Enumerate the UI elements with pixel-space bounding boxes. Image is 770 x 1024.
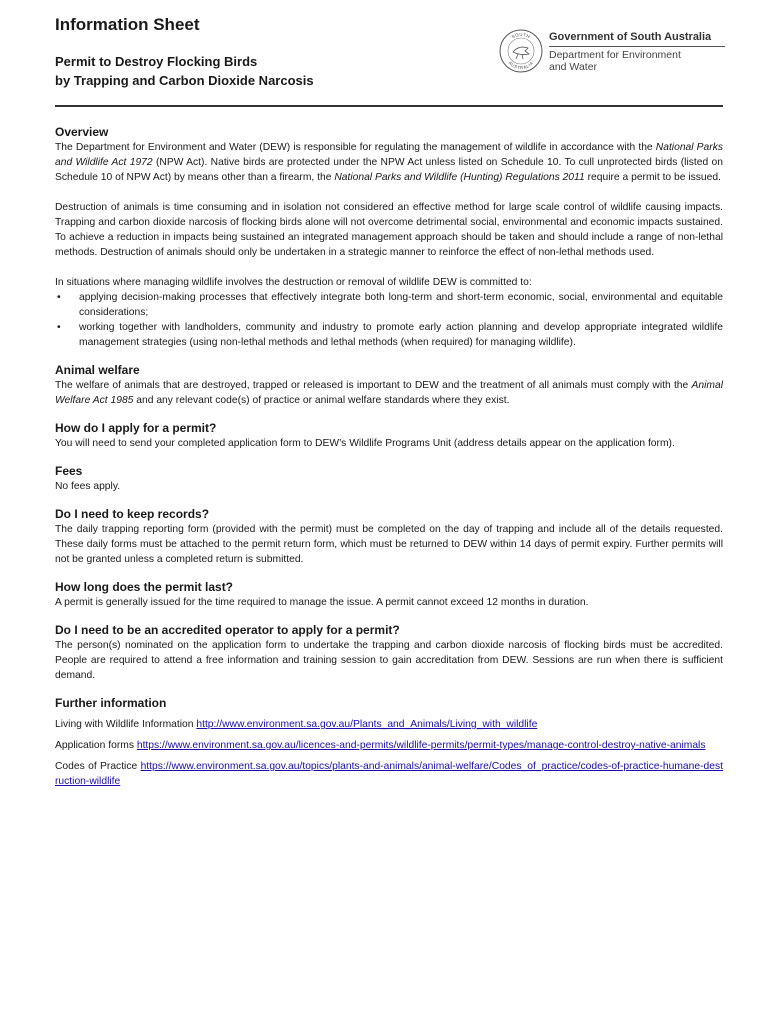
government-name: Government of South Australia xyxy=(549,31,712,43)
logo-divider xyxy=(549,46,725,47)
subtitle-line-2: by Trapping and Carbon Dioxide Narcosis xyxy=(55,73,314,88)
records-paragraph: The daily trapping reporting form (provided with the permit) must be completed on the day of trapping and include all of the details requested. These daily forms must be attached to the permit return form, which must be returned to DEW within 14 days of permit expiry. Further permits will not be granted unless a completed return is submitted. xyxy=(55,524,723,565)
codes-of-practice-link[interactable]: https://www.environment.sa.gov.au/topics/plants-and-animals/animal-welfare/Codes_of_practice/codes-of-practice-humane-destruction-wildlife xyxy=(55,761,723,787)
living-with-wildlife-link[interactable]: http://www.environment.sa.gov.au/Plants_and_Animals/Living_with_wildlife xyxy=(196,719,538,730)
list-item: • working together with landholders, community and industry to promote early action planning and develop appropriate integrated wildlife management strategies (using non-lethal methods and lethal methods (when required) for managing wildlife). xyxy=(55,320,723,350)
commitment-list xyxy=(55,290,723,350)
apply-section xyxy=(55,420,723,451)
link-label: Codes of Practice xyxy=(55,761,141,772)
apply-heading: How do I apply for a permit? xyxy=(55,421,217,435)
apply-paragraph: You will need to send your completed application form to DEW’s Wildlife Programs Unit (address details appear on the application form). xyxy=(55,438,675,449)
animal-welfare-text-b: and any relevant code(s) of practice or animal welfare standards where they exist. xyxy=(133,395,510,406)
document-body xyxy=(55,124,723,789)
subtitle-line-1: Permit to Destroy Flocking Birds xyxy=(55,54,258,69)
overview-section xyxy=(55,124,723,350)
records-section xyxy=(55,506,723,567)
overview-text-c: require a permit to be issued. xyxy=(584,172,721,183)
living-with-wildlife-line xyxy=(55,717,723,732)
animal-welfare-paragraph xyxy=(55,378,723,408)
link-label: Application forms xyxy=(55,740,137,751)
overview-paragraph-2: Destruction of animals is time consuming and in isolation not considered an effective method for large scale control of wildlife causing impacts. Trapping and carbon dioxide narcosis of flocking birds alone will not overcome detrimental social, environmental and economic impacts sustained. To achieve a reduction in impacts being sustained an integrated management approach should be taken and should include a range of non-lethal methods. Destruction of animals should only be undertaken in a strategic manner to reinforce the effect of non-lethal methods used. xyxy=(55,202,723,258)
piping-shrike-crest-icon xyxy=(498,28,544,74)
overview-text-b: (NPW Act). Native birds are protected under the NPW Act unless listed on Schedule 10. To cull unprotected birds (listed on Schedule 10 of NPW Act) by means other than a firearm, the xyxy=(55,157,723,183)
codes-of-practice-line xyxy=(55,759,723,789)
document-title: Information Sheet xyxy=(55,15,200,34)
animal-welfare-act-title: Animal Welfare Act 1985 xyxy=(55,380,723,406)
animal-welfare-section xyxy=(55,362,723,408)
animal-welfare-text-a: The welfare of animals that are destroyed, trapped or released is important to DEW and the treatment of all animals must comply with the xyxy=(55,380,692,391)
government-logo xyxy=(498,28,728,76)
hunting-regulations-title: National Parks and Wildlife (Hunting) Regulations 2011 xyxy=(334,172,585,183)
further-information-section xyxy=(55,695,723,789)
svg-text:AUSTRALIA: AUSTRALIA xyxy=(507,60,535,71)
duration-paragraph: A permit is generally issued for the time required to manage the issue. A permit cannot exceed 12 months in duration. xyxy=(55,597,589,608)
overview-paragraph-1 xyxy=(55,140,723,185)
svg-text:SOUTH: SOUTH xyxy=(510,31,532,40)
application-forms-link[interactable]: https://www.environment.sa.gov.au/licences-and-permits/wildlife-permits/permit-types/manage-control-destroy-native-animals xyxy=(136,740,706,751)
fees-paragraph: No fees apply. xyxy=(55,481,121,492)
link-label: Living with Wildlife Information xyxy=(55,719,197,730)
animal-welfare-heading: Animal welfare xyxy=(55,363,140,377)
application-forms-line xyxy=(55,738,723,753)
department-line-2: and Water xyxy=(549,61,598,73)
accredited-section xyxy=(55,622,723,683)
duration-section xyxy=(55,579,723,610)
npw-act-title: National Parks and Wildlife Act 1972 xyxy=(55,142,723,168)
document-subtitle xyxy=(55,52,314,90)
fees-section xyxy=(55,463,723,494)
duration-heading: How long does the permit last? xyxy=(55,580,234,594)
department-name xyxy=(549,49,681,73)
records-heading: Do I need to keep records? xyxy=(55,507,210,521)
further-information-heading: Further information xyxy=(55,696,167,710)
fees-heading: Fees xyxy=(55,464,83,478)
department-line-1: Department for Environment xyxy=(549,49,681,61)
overview-paragraph-3: In situations where managing wildlife involves the destruction or removal of wildlife DEW is committed to: xyxy=(55,277,532,288)
overview-text-a: The Department for Environment and Water (DEW) is responsible for regulating the management of wildlife in accordance with the xyxy=(55,142,656,153)
accredited-paragraph: The person(s) nominated on the application form to undertake the trapping and carbon dioxide narcosis of flocking birds must be accredited. People are required to attend a free information and training session to gain accreditation from DEW. Sessions are run when there is sufficient demand. xyxy=(55,640,723,681)
overview-heading: Overview xyxy=(55,125,109,139)
header-divider xyxy=(55,105,723,107)
accredited-heading: Do I need to be an accredited operator to apply for a permit? xyxy=(55,623,400,637)
list-item: • applying decision-making processes that effectively integrate both long-term and short-term economic, social, environmental and equitable considerations; xyxy=(55,290,723,320)
